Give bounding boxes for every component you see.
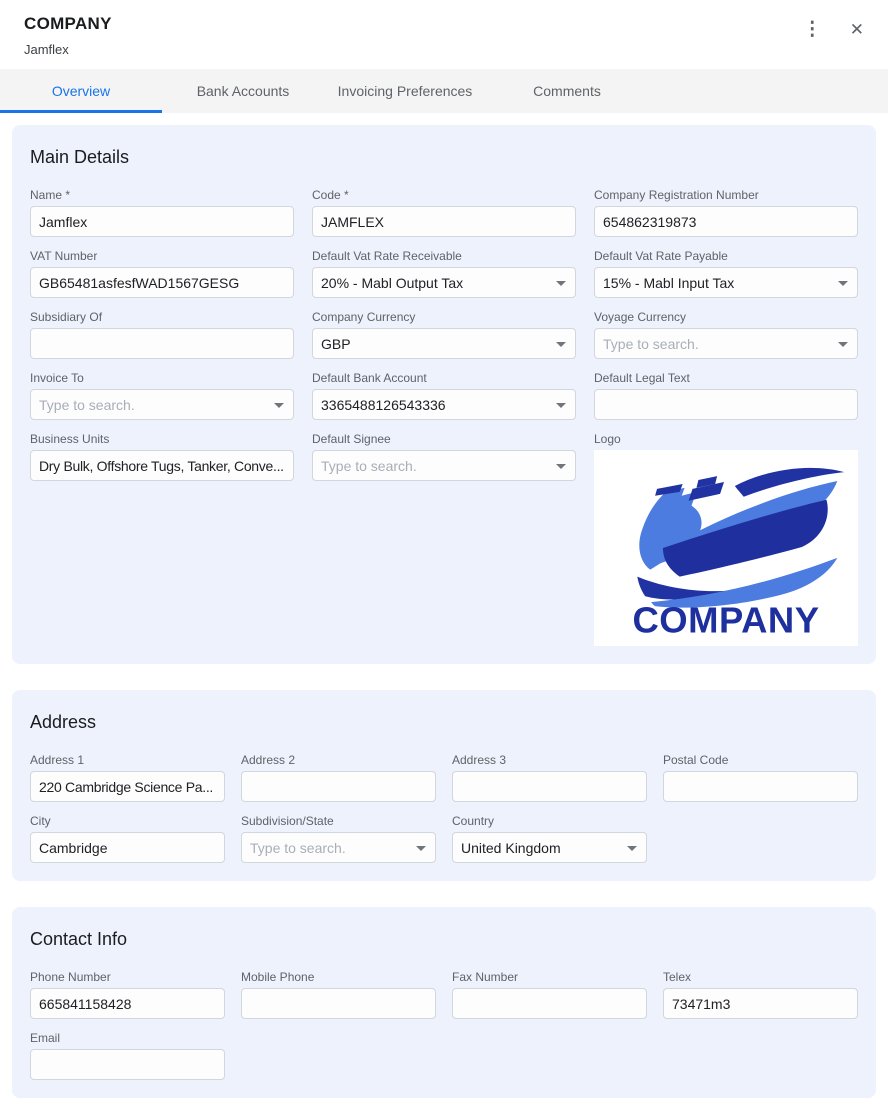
- address-section: [12, 690, 876, 881]
- address-2-label: Address 2: [241, 753, 296, 767]
- default-signee-label: Default Signee: [312, 432, 391, 446]
- vat-number-label: VAT Number: [30, 249, 98, 263]
- telex-label: Telex: [663, 970, 692, 984]
- close-icon[interactable]: ✕: [849, 20, 864, 39]
- address-grid: [30, 753, 858, 863]
- tab-invoicing-preferences[interactable]: Invoicing Preferences: [337, 83, 473, 99]
- field-subdivision-state: [241, 814, 436, 863]
- code-input[interactable]: [312, 206, 576, 237]
- field-vat-number: [30, 249, 294, 298]
- invoice-to-label: Invoice To: [30, 371, 84, 385]
- contact-info-title: Contact Info: [30, 929, 128, 949]
- postal-code-label: Postal Code: [663, 753, 729, 767]
- subdivision-state-label: Subdivision/State: [241, 814, 334, 828]
- field-subsidiary-of: [30, 310, 294, 359]
- company-currency-value: GBP: [321, 335, 351, 352]
- business-units-label: Business Units: [30, 432, 110, 446]
- default-bank-account-value: 3365488126543336: [321, 396, 446, 413]
- tab-bank-accounts[interactable]: Bank Accounts: [196, 83, 290, 99]
- field-company-currency: [312, 310, 576, 359]
- chevron-down-icon: [838, 342, 848, 347]
- default-signee-placeholder: Type to search.: [321, 457, 417, 474]
- default-bank-account-label: Default Bank Account: [312, 371, 427, 385]
- tab-comments[interactable]: Comments: [533, 83, 601, 99]
- main-details-title: Main Details: [30, 147, 130, 167]
- name-label: Name *: [30, 188, 71, 202]
- default-vat-rate-receivable-select[interactable]: [312, 267, 576, 298]
- subdivision-state-placeholder: Type to search.: [250, 839, 346, 856]
- field-default-vat-rate-payable: [594, 249, 858, 298]
- voyage-currency-placeholder: Type to search.: [603, 335, 699, 352]
- default-vat-rate-payable-label: Default Vat Rate Payable: [594, 249, 728, 263]
- main-details-grid: [30, 188, 858, 646]
- city-label: City: [30, 814, 51, 828]
- default-vat-rate-receivable-label: Default Vat Rate Receivable: [312, 249, 462, 263]
- field-code: [312, 188, 576, 237]
- chevron-down-icon: [556, 464, 566, 469]
- logo-label: Logo: [594, 432, 621, 446]
- vat-number-input[interactable]: [30, 267, 294, 298]
- field-telex: [663, 970, 858, 1019]
- subsidiary-of-label: Subsidiary Of: [30, 310, 103, 324]
- contact-info-section: [12, 907, 876, 1098]
- field-country: [452, 814, 647, 863]
- default-vat-rate-payable-select[interactable]: [594, 267, 858, 298]
- business-units-input[interactable]: [30, 450, 294, 481]
- field-postal-code: [663, 753, 858, 802]
- company-currency-label: Company Currency: [312, 310, 416, 324]
- default-bank-account-select[interactable]: [312, 389, 576, 420]
- address-2-input[interactable]: [241, 771, 436, 802]
- field-default-signee: [312, 432, 576, 646]
- tab-overview[interactable]: Overview: [0, 69, 162, 113]
- name-input[interactable]: [30, 206, 294, 237]
- field-address-2: [241, 753, 436, 802]
- company-currency-select[interactable]: [312, 328, 576, 359]
- field-address-1: [30, 753, 225, 802]
- subsidiary-of-input[interactable]: [30, 328, 294, 359]
- logo-text: COMPANY: [632, 599, 820, 641]
- field-name: [30, 188, 294, 237]
- address-1-label: Address 1: [30, 753, 85, 767]
- field-voyage-currency: [594, 310, 858, 359]
- default-legal-text-input[interactable]: [594, 389, 858, 420]
- fax-number-input[interactable]: [452, 988, 647, 1019]
- chevron-down-icon: [556, 281, 566, 286]
- code-label: Code *: [312, 188, 349, 202]
- chevron-down-icon: [416, 846, 426, 851]
- address-3-label: Address 3: [452, 753, 507, 767]
- subdivision-state-select[interactable]: [241, 832, 436, 863]
- field-phone-number: [30, 970, 225, 1019]
- chevron-down-icon: [556, 403, 566, 408]
- chevron-down-icon: [838, 281, 848, 286]
- address-3-input[interactable]: [452, 771, 647, 802]
- dialog-header: [0, 0, 888, 57]
- main-details-section: [12, 125, 876, 664]
- field-default-vat-rate-receivable: [312, 249, 576, 298]
- field-business-units: [30, 432, 294, 646]
- voyage-currency-label: Voyage Currency: [594, 310, 687, 324]
- email-input[interactable]: [30, 1049, 225, 1080]
- field-email: [30, 1031, 225, 1080]
- field-address-3: [452, 753, 647, 802]
- default-signee-select[interactable]: [312, 450, 576, 481]
- field-company-registration-number: [594, 188, 858, 237]
- voyage-currency-select[interactable]: [594, 328, 858, 359]
- default-legal-text-label: Default Legal Text: [594, 371, 690, 385]
- header-actions: [801, 18, 866, 41]
- address-1-input[interactable]: [30, 771, 225, 802]
- default-vat-rate-payable-value: 15% - Mabl Input Tax: [603, 274, 735, 291]
- chevron-down-icon: [274, 403, 284, 408]
- country-label: Country: [452, 814, 495, 828]
- field-logo: [594, 432, 858, 646]
- city-input[interactable]: [30, 832, 225, 863]
- mobile-phone-label: Mobile Phone: [241, 970, 315, 984]
- company-registration-number-input[interactable]: [594, 206, 858, 237]
- email-label: Email: [30, 1031, 61, 1045]
- invoice-to-placeholder: Type to search.: [39, 396, 135, 413]
- company-logo-image: [594, 450, 858, 646]
- country-select[interactable]: [452, 832, 647, 863]
- fax-number-label: Fax Number: [452, 970, 519, 984]
- field-default-bank-account: [312, 371, 576, 420]
- page-title: COMPANY: [24, 14, 112, 33]
- phone-number-input[interactable]: [30, 988, 225, 1019]
- mobile-phone-input[interactable]: [241, 988, 436, 1019]
- contact-info-grid: [30, 970, 858, 1080]
- field-fax-number: [452, 970, 647, 1019]
- telex-input[interactable]: [663, 988, 858, 1019]
- field-mobile-phone: [241, 970, 436, 1019]
- default-vat-rate-receivable-value: 20% - Mabl Output Tax: [321, 274, 464, 291]
- country-value: United Kingdom: [461, 839, 561, 856]
- company-registration-number-label: Company Registration Number: [594, 188, 759, 202]
- chevron-down-icon: [627, 846, 637, 851]
- tab-bar: [0, 69, 888, 113]
- chevron-down-icon: [556, 342, 566, 347]
- field-invoice-to: [30, 371, 294, 420]
- invoice-to-select[interactable]: [30, 389, 294, 420]
- field-default-legal-text: [594, 371, 858, 420]
- address-title: Address: [30, 712, 97, 732]
- page-subtitle: Jamflex: [24, 42, 69, 57]
- phone-number-label: Phone Number: [30, 970, 111, 984]
- postal-code-input[interactable]: [663, 771, 858, 802]
- field-city: [30, 814, 225, 863]
- kebab-menu-icon[interactable]: ⋮: [802, 19, 822, 40]
